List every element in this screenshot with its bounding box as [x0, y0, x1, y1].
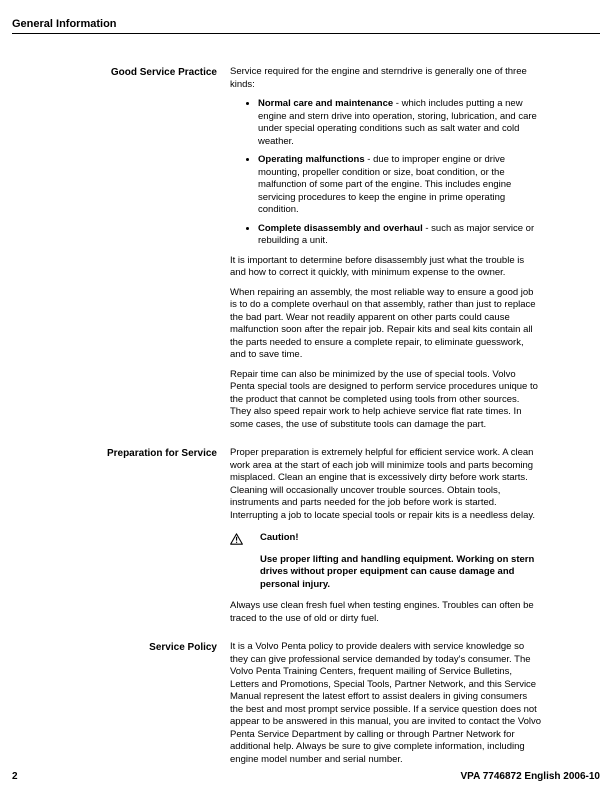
paragraph: It is a Volvo Penta policy to provide dealers with service knowledge so they can give professional service demanded by today's consumer. The Volvo Penta Training Centers, frequent mailing of Service Bulletins, Letters and Promotions, Special Tools, Partner Network, and this Service Manual represent the latest effort to assist dealers in giving consumers the best and most prompt service possible. If a service question does not appear to be answered in this manual, you are invited to contact the Volvo Penta Service Department by calling or through Partner Network for additional help. Always be sure to give complete information, including engine model number and serial number. — [230, 641, 542, 765]
page-header — [12, 18, 600, 34]
bullet-item — [258, 154, 542, 217]
bullet-text: - due to improper engine or drive mounting, propeller condition or size, boat condition, or the malfunction of some part of the engine. This includes engine servicing procedures to keep the engine in prime operating condition. — [258, 154, 512, 215]
section-label: Preparation for Service — [106, 447, 217, 459]
section-label: Good Service Practice — [110, 66, 217, 78]
section-preparation-for-service — [12, 447, 600, 632]
bullet-list — [230, 98, 542, 248]
page-number: 2 — [12, 771, 18, 782]
bullet-lead: Operating malfunctions — [258, 154, 365, 165]
bullet-item — [258, 98, 542, 148]
header-title: General Information — [12, 18, 117, 30]
bullet-item — [258, 223, 542, 248]
section-good-service-practice — [12, 66, 600, 438]
section-body — [230, 66, 542, 438]
document-reference: VPA 7746872 English 2006-10 — [460, 771, 600, 782]
page-footer — [12, 771, 600, 782]
warning-triangle-icon — [230, 532, 260, 591]
bullet-text: - such as major service or rebuilding a unit. — [258, 222, 535, 246]
paragraph: When repairing an assembly, the most reliable way to ensure a good job is to do a complete overhaul on that assembly, rather than just to replace the bad part. Wear not readily apparent on other parts could cause malfunction soon after the repair job. Repair kits and seal kits contain all the parts needed to ensure a complete repair, to eliminate guesswork, and to save time. — [230, 286, 536, 360]
caution-body: Use proper lifting and handling equipment. Working on stern drives without proper equipment can cause damage and personal injury. — [260, 553, 535, 590]
caution-block — [230, 532, 542, 591]
bullet-text: - which includes putting a new engine and stern drive into operation, storing, lubrication, and care under special operating conditions such as salt water and cold weather. — [258, 98, 537, 147]
paragraph-intro: Service required for the engine and sterndrive is generally one of three kinds: — [230, 66, 527, 90]
section-label: Service Policy — [149, 641, 217, 653]
section-body — [230, 447, 542, 632]
caution-title: Caution! — [260, 532, 299, 543]
paragraph: It is important to determine before disassembly just what the trouble is and how to correct it quickly, with minimum expense to the owner. — [230, 254, 525, 278]
section-service-policy — [12, 641, 600, 773]
page-content — [12, 66, 600, 782]
paragraph: Always use clean fresh fuel when testing engines. Troubles can often be traced to the use of old or dirty fuel. — [230, 600, 534, 624]
paragraph: Repair time can also be minimized by the use of special tools. Volvo Penta special tools are designed to perform service procedures unique to the product that cannot be completed using tools from other sources. They also speed repair work to help achieve service flat rate times. In some cases, the use of substitute tools can damage the part. — [230, 368, 538, 430]
bullet-lead: Complete disassembly and overhaul — [258, 222, 423, 234]
paragraph: Proper preparation is extremely helpful for efficient service work. A clean work area at the start of each job will minimize tools and parts becoming misplaced. Clean an engine that is excessively dirty before work starts. Cleaning will occasionally uncover trouble sources. Obtain tools, instruments and parts needed for the job before work is started. Interrupting a job to locate special tools or repair kits is a needless delay. — [230, 447, 536, 521]
caution-text — [260, 532, 542, 591]
section-body — [230, 641, 542, 773]
bullet-lead: Normal care and maintenance — [258, 98, 394, 109]
header-rule — [12, 33, 600, 34]
